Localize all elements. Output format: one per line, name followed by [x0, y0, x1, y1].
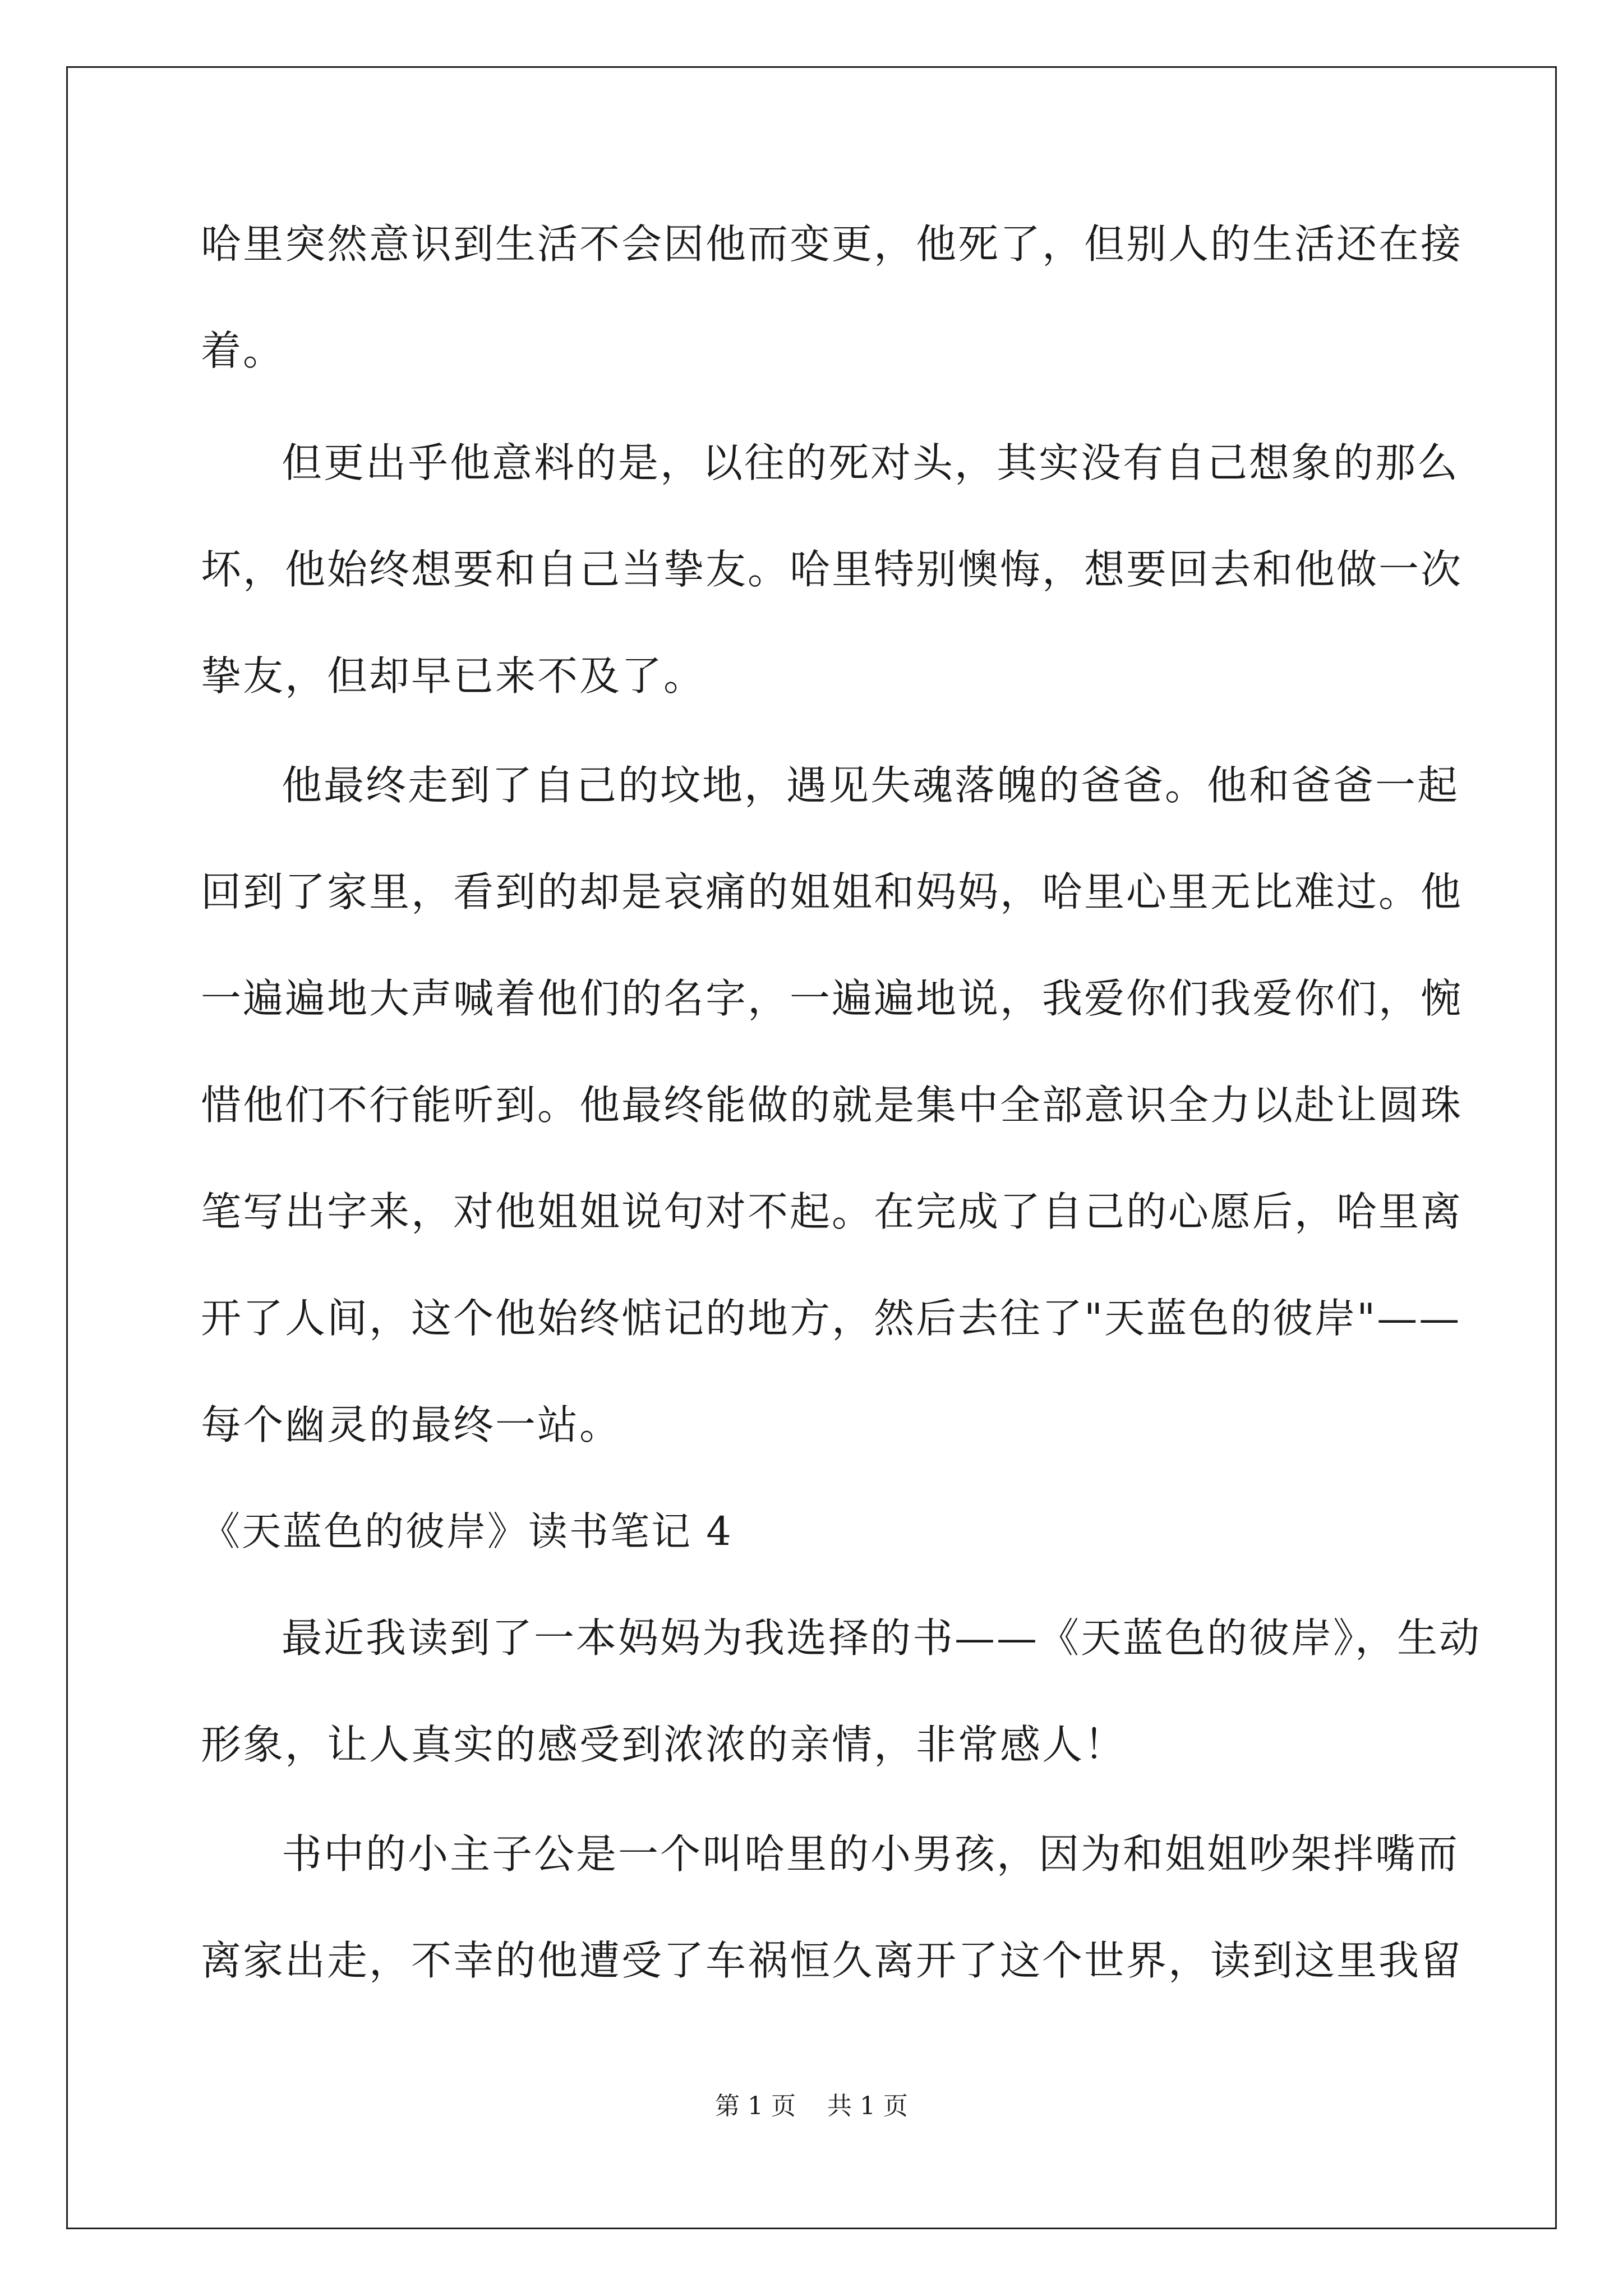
- text-line: 开了人间，这个他始终惦记的地方，然后去往了"天蓝色的彼岸"——: [201, 1295, 1461, 1342]
- text-line: 回到了家里，看到的却是哀痛的姐姐和妈妈，哈里心里无比难过。他: [201, 868, 1463, 915]
- text-line: 离家出走，不幸的他遭受了车祸恒久离开了这个世界，读到这里我留: [201, 1937, 1463, 1984]
- text-line: 形象，让人真实的感受到浓浓的亲情，非常感人！: [201, 1721, 1127, 1768]
- text-line: 着。: [201, 327, 285, 374]
- paragraph-first-line: 最近我读到了一本妈妈为我选择的书——《天蓝色的彼岸》，生动: [282, 1614, 1482, 1662]
- text-line: 惜他们不行能听到。他最终能做的就是集中全部意识全力以赴让圆珠: [201, 1082, 1463, 1129]
- page-number-footer: 第 1 页 共 1 页: [715, 2092, 908, 2120]
- paragraph-first-line: 书中的小主子公是一个叫哈里的小男孩，因为和姐姐吵架拌嘴而: [282, 1830, 1460, 1878]
- text-line: 哈里突然意识到生活不会因他而变更，他死了，但别人的生活还在接: [201, 220, 1463, 268]
- text-line: 每个幽灵的最终一站。: [201, 1401, 622, 1448]
- paragraph-first-line: 但更出乎他意料的是，以往的死对头，其实没有自己想象的那么: [282, 439, 1460, 486]
- text-line: 笔写出字来，对他姐姐说句对不起。在完成了自己的心愿后，哈里离: [201, 1188, 1463, 1235]
- text-line: 坏，他始终想要和自己当挚友。哈里特别懊悔，想要回去和他做一次: [201, 546, 1463, 593]
- section-heading: 《天蓝色的彼岸》读书笔记 4: [201, 1508, 733, 1554]
- text-line: 挚友，但却早已来不及了。: [201, 652, 706, 700]
- text-line: 一遍遍地大声喊着他们的名字，一遍遍地说，我爱你们我爱你们，惋: [201, 975, 1463, 1022]
- page-border: [66, 66, 1557, 2229]
- paragraph-first-line: 他最终走到了自己的坟地，遇见失魂落魄的爸爸。他和爸爸一起: [282, 762, 1460, 809]
